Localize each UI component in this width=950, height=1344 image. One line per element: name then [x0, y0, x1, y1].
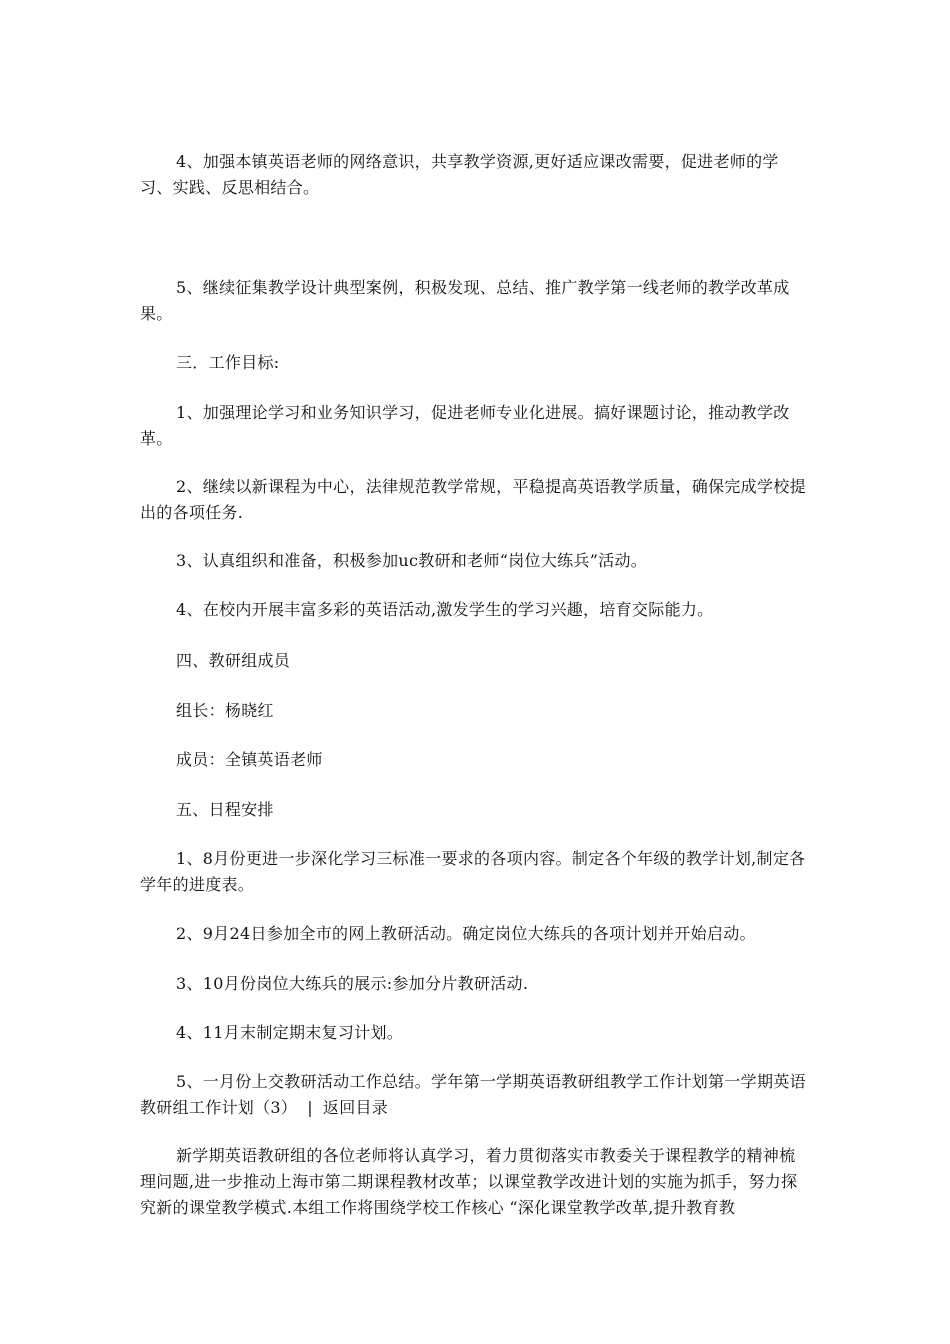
back-to-toc-link[interactable]: 返回目录: [322, 1098, 389, 1117]
paragraph-item-4: 4、加强本镇英语老师的网络意识，共享教学资源,更好适应课改需要，促进老师的学习、实践、反思相结合。: [140, 152, 779, 197]
goal-item-1: 1、加强理论学习和业务知识学习，促进老师专业化进展。搞好课题讨论，推动教学改革。: [140, 403, 790, 448]
section-heading-goals: 三．工作目标:: [176, 353, 280, 372]
separator: |: [307, 1098, 313, 1117]
schedule-item-2: 2、9月24日参加全市的网上教研活动。确定岗位大练兵的各项计划并开始启动。: [176, 924, 756, 943]
schedule-item-5-text: 5、一月份上交教研活动工作总结。学年第一学期英语教研组教学工作计划第一学期英语教研组工作计划（3）: [140, 1072, 806, 1117]
schedule-item-4: 4、11月末制定期末复习计划。: [176, 1023, 404, 1042]
schedule-item-1: 1、8月份更进一步深化学习三标准一要求的各项内容。制定各个年级的教学计划,制定各学年的进度表。: [140, 849, 806, 894]
schedule-item-3: 3、10月份岗位大练兵的展示:参加分片教研活动.: [176, 974, 529, 993]
goal-item-2: 2、继续以新课程为中心，法律规范教学常规，平稳提高英语教学质量，确保完成学校提出的各项任务.: [140, 477, 806, 522]
goal-item-3: 3、认真组织和准备，积极参加uc教研和老师“岗位大练兵”活动。: [176, 551, 648, 570]
paragraph-item-5: 5、继续征集教学设计典型案例，积极发现、总结、推广教学第一线老师的教学改革成果。: [140, 278, 790, 323]
section-heading-schedule: 五、日程安排: [176, 800, 274, 819]
section-heading-members: 四、教研组成员: [176, 651, 291, 670]
goal-item-4: 4、在校内开展丰富多彩的英语活动,激发学生的学习兴趣，培育交际能力。: [176, 600, 714, 619]
group-leader: 组长：杨晓红: [176, 701, 274, 720]
group-members: 成员：全镇英语老师: [176, 750, 323, 769]
schedule-item-5: [140, 1069, 808, 1121]
intro-paragraph: 新学期英语教研组的各位老师将认真学习，着力贯彻落实市教委关于课程教学的精神梳理问题,进一步推动上海市第二期课程教材改革；以课堂教学改进计划的实施为抓手，努力探究新的课堂教学模式.本组工作将围绕学校工作核心 “深化课堂教学改革,提升教育教: [140, 1146, 798, 1217]
